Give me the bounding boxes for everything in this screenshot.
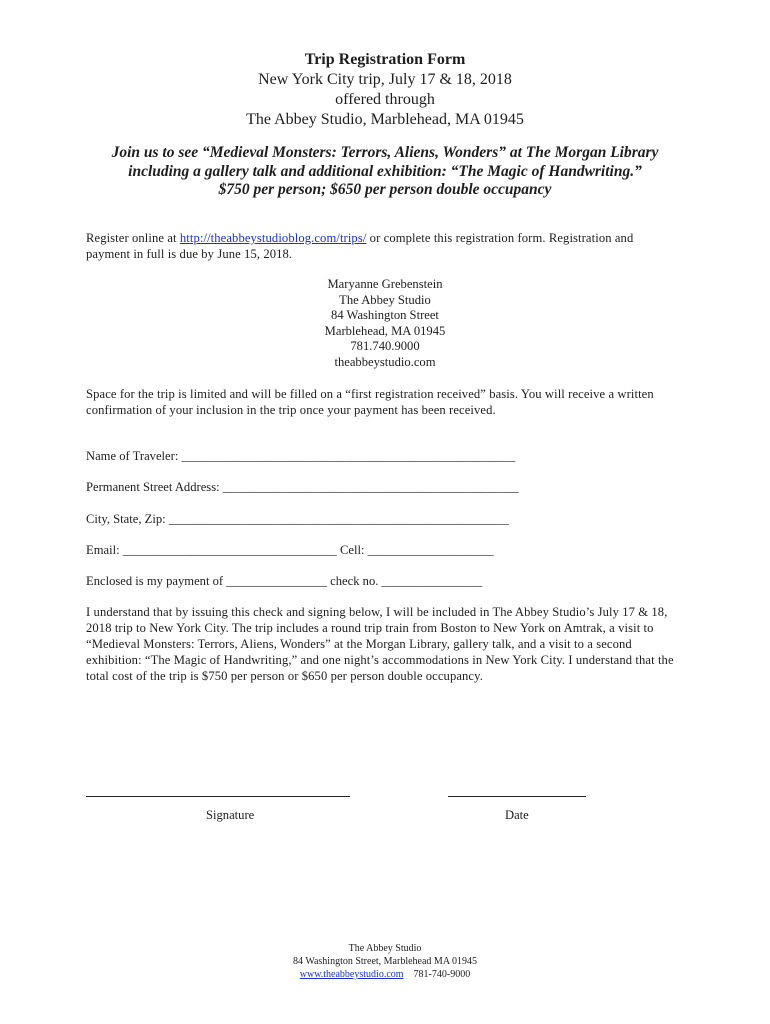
date-label: Date [505, 808, 529, 822]
promo-line-2: including a gallery talk and additional exhibition: “The Magic of Handwriting.” [128, 162, 642, 180]
traveler-name-field[interactable]: Name of Traveler: _____________________________________________________ [86, 449, 516, 463]
promo-line-1: Join us to see “Medieval Monsters: Terrors, Aliens, Wonders” at The Morgan Library [111, 144, 659, 161]
contact-name: Maryanne Grebenstein [327, 277, 443, 291]
footer-phone: 781-740-9000 [413, 969, 471, 980]
email-cell-field[interactable]: Email: __________________________________ Cell: ____________________ [86, 543, 494, 557]
signature-label: Signature [206, 808, 255, 822]
agreement-text: I understand that by issuing this check and signing below, I will be included in The Abbey Studio’s July 17 & 18, 2018 trip to New York City. The trip includes a round trip train from Boston to New York on Amtrak, a visit to “Medieval Monsters: Terrors, Aliens, Wonders” at the Morgan Library, gallery talk, and a visit to a second exhibition: “The Magic of Handwriting,” and one night’s accommodations in New York City. I understand that the total cost of the trip is $750 per person or $650 per person double occupancy. [86, 605, 674, 683]
footer-website-link[interactable]: www.theabbeystudio.com [299, 969, 404, 980]
register-instructions [86, 230, 676, 262]
form-header [0, 50, 770, 130]
footer-org: The Abbey Studio [348, 943, 422, 954]
promo-pricing: $750 per person; $650 per person double occupancy [218, 181, 552, 198]
contact-org: The Abbey Studio [339, 292, 431, 307]
contact-phone: 781.740.9000 [350, 339, 420, 354]
form-title: Trip Registration Form [304, 51, 466, 68]
studio-location: The Abbey Studio, Marblehead, MA 01945 [246, 111, 524, 128]
trip-dates: New York City trip, July 17 & 18, 2018 [258, 71, 512, 88]
contact-website: theabbeystudio.com [334, 354, 436, 369]
city-state-zip-field[interactable]: City, State, Zip: ______________________________________________________ [86, 512, 509, 526]
exhibition-promo [0, 144, 770, 200]
street-address-field[interactable]: Permanent Street Address: _______________________________________________ [86, 480, 519, 494]
page-footer [0, 942, 770, 981]
offered-through: offered through [335, 91, 435, 108]
register-prefix: Register online at [86, 231, 180, 245]
contact-street: 84 Washington Street [331, 308, 439, 323]
register-link[interactable]: http://theabbeystudioblog.com/trips/ [179, 231, 367, 245]
payment-check-field[interactable]: Enclosed is my payment of ________________ check no. ________________ [86, 574, 483, 588]
contact-block [0, 277, 770, 371]
contact-city: Marblehead, MA 01945 [324, 323, 446, 338]
footer-address: 84 Washington Street, Marblehead MA 01945 [293, 956, 477, 967]
space-notice: Space for the trip is limited and will be filled on a “first registration received” basis. You will receive a written confirmation of your inclusion in the trip once your payment has been received. [86, 387, 654, 417]
footer-contact [0, 968, 770, 981]
date-line[interactable] [448, 796, 586, 797]
register-suffix: or complete this registration form. Registration and payment in full is due by June 15, 2018. [86, 231, 634, 261]
signature-line[interactable] [86, 796, 350, 797]
